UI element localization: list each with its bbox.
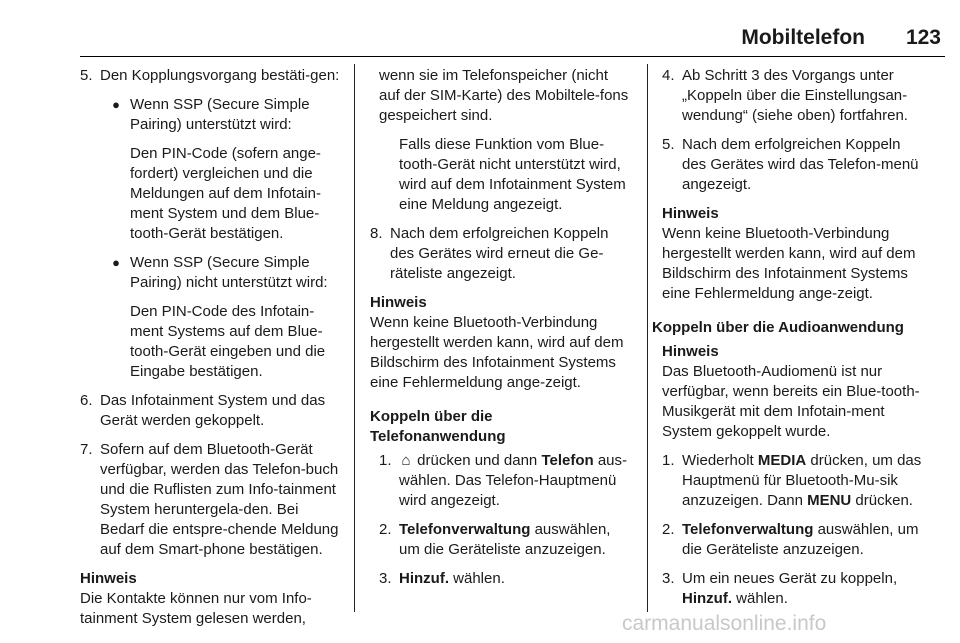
step-text: Nach dem erfolgreichen Koppeln des Gerätes wird erneut die Ge-räteliste angezeigt. [390,225,609,282]
header-rule [80,56,945,57]
phone-step-3: 3. Hinzuf. wählen. [379,570,505,587]
telefonverwaltung-label: Telefonverwaltung [682,521,814,538]
bullet-text: Wenn SSP (Secure Simple Pairing) unterstützt wird: [130,96,310,133]
phone-step-2: 2. Telefonverwaltung auswählen, um die Geräteliste anzuzeigen. [379,521,611,558]
step-number: 1. [379,452,392,469]
continued-text: wenn sie im Telefonspeicher (nicht auf der SIM-Karte) des Mobiltele-fons gespeichert sind. [379,67,629,124]
page-header [80,20,945,60]
bullet-body: Den PIN-Code (sofern ange-fordert) vergleichen und die Meldungen auf dem Infotain-ment System und dem Blue-tooth-Gerät bestätigen. [130,145,321,242]
step-text: Sofern auf dem Bluetooth-Gerät verfügbar, werden das Telefon-buch und die Ruflisten zum Info-tainment System heruntergela-den. Bei Bedarf die entspre-chende Meldung auf dem Smart-phone bestätigen. [100,441,339,558]
step-number: 3. [379,570,392,587]
note-text: Wenn keine Bluetooth-Verbindung hergestellt werden kann, wird auf dem Bildschirm des Infotainment Systems eine Fehlermeldung ange-zeigt. [370,314,624,391]
step-number: 2. [662,521,675,538]
step-number: 8. [370,225,383,242]
step-5 [662,135,924,195]
column-divider-1 [354,64,355,612]
note-heading: Hinweis [662,343,719,360]
bullet-body: Den PIN-Code des Infotain-ment Systems auf dem Blue-tooth-Gerät eingeben und die Eingabe bestätigen. [130,303,326,380]
column-divider-2 [647,64,648,612]
step-number: 2. [379,521,392,538]
bullet-ssp-supported [102,95,342,135]
column-3 [652,66,924,618]
audio-step-3: 3. Um ein neues Gerät zu koppeln, Hinzuf. wählen. [662,570,898,607]
step-number: 5. [662,136,675,153]
column-1 [80,66,342,643]
media-label: MEDIA [757,452,807,469]
bullet-icon: ● [112,255,120,270]
section-heading: Koppeln über die Telefonanwendung [370,408,506,445]
watermark: carmanualsonline.info [622,612,827,635]
step-number: 4. [662,67,675,84]
note-heading: Hinweis [662,205,719,222]
step-text: Ab Schritt 3 des Vorgangs unter „Koppeln über die Einstellungsan-wendung“ (siehe oben) fortfahren. [682,67,908,124]
telefon-label: Telefon [541,452,594,469]
section-heading: Koppeln über die Audioanwendung [652,319,904,336]
bullet-text: Wenn SSP (Secure Simple Pairing) nicht unterstützt wird: [130,254,328,291]
step-text: Den Kopplungsvorgang bestäti-gen: [100,67,340,84]
step-text: Das Infotainment System und das Gerät werden gekoppelt. [100,392,326,429]
telefonverwaltung-label: Telefonverwaltung [399,521,531,538]
note-text: Die Kontakte können nur vom Info-tainment System gelesen werden, [80,590,312,627]
step-8 [370,224,632,284]
audio-step-1: 1. Wiederholt MEDIA drücken, um das Hauptmenü für Bluetooth-Mu-sik anzuzeigen. Dann MENU drücken. [662,452,922,509]
note-heading: Hinweis [80,570,137,587]
step-number: 5. [80,67,93,84]
hinzuf-label: Hinzuf. [399,570,449,587]
page-title: Mobiltelefon [741,26,865,49]
step-number: 1. [662,452,675,469]
menu-label: MENU [807,492,852,509]
note-text: Das Bluetooth-Audiomenü ist nur verfügbar, wenn bereits ein Blue-tooth-Musikgerät mit dem Infotain-ment System gekoppelt wurde. [662,363,920,440]
step-number: 6. [80,392,93,409]
bullet-icon: ● [112,97,120,112]
audio-step-2: 2. Telefonverwaltung auswählen, um die Geräteliste anzuzeigen. [662,521,919,558]
hinzuf-label: Hinzuf. [682,590,732,607]
step-number: 3. [662,570,675,587]
step-7 [80,440,342,560]
phone-home-icon: ⌂ [401,452,411,469]
column-2 [370,66,632,598]
step-6 [80,391,342,431]
step-4 [662,66,924,126]
step-number: 7. [80,441,93,458]
step-5 [80,66,342,86]
note-text: Wenn keine Bluetooth-Verbindung hergestellt werden kann, wird auf dem Bildschirm des Infotainment Systems eine Fehlermeldung ange-zeigt. [662,225,916,302]
bullet-ssp-unsupported [102,253,342,293]
page-number: 123 [905,26,941,49]
continued-subtext: Falls diese Funktion vom Blue-tooth-Gerät nicht unterstützt wird, wird auf dem Infotainment System eine Meldung angezeigt. [399,136,626,213]
phone-step-1: 1. ⌂ drücken und dann Telefon aus-wählen. Das Telefon-Hauptmenü wird angezeigt. [379,452,628,509]
note-heading: Hinweis [370,294,427,311]
step-text: Nach dem erfolgreichen Koppeln des Gerätes wird das Telefon-menü angezeigt. [682,136,919,193]
